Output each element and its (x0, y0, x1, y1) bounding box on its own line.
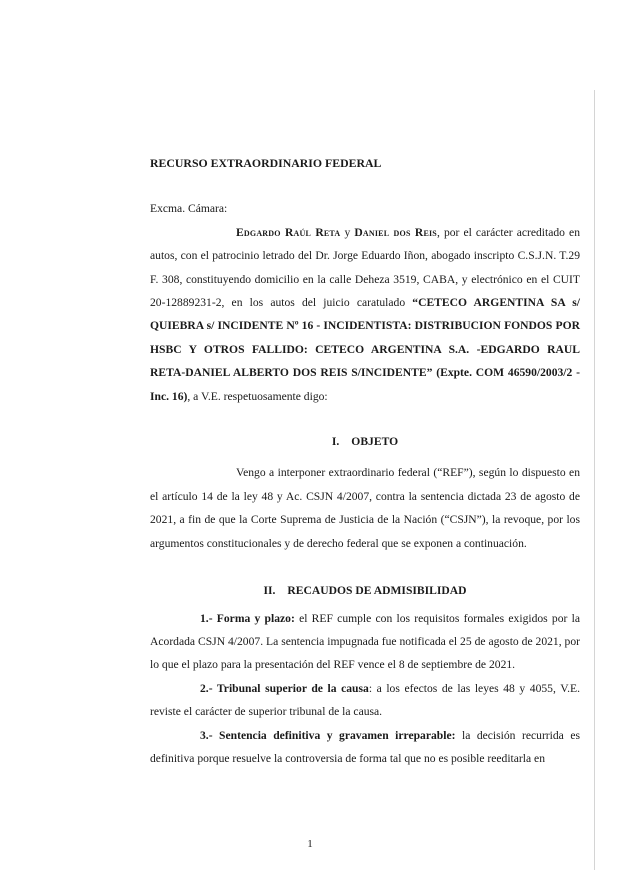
party-name-2: Daniel dos Reis (354, 225, 437, 239)
intro-paragraph (150, 221, 580, 408)
document-title: RECURSO EXTRAORDINARIO FEDERAL (150, 156, 382, 170)
item-label: 3.- Sentencia definitiva y gravamen irreparable: (200, 728, 456, 742)
intro-text-2: , a V.E. respetuosamente digo: (187, 389, 328, 403)
section-title: RECAUDOS DE ADMISIBILIDAD (287, 584, 467, 598)
item-label: 2.- Tribunal superior de la causa (200, 681, 369, 695)
item-text: : a los efectos de las leyes 48 y 4055, V.E. reviste el carácter de superior tribunal de la causa. (150, 681, 580, 719)
page-number: 1 (307, 838, 313, 850)
objeto-paragraph: Vengo a interponer extraordinario federal (“REF”), según lo dispuesto en el artículo 14 de la ley 48 y Ac. CSJN 4/2007, contra la sentencia dictada 23 de agosto de 2021, a fin de que la Corte Suprema de Justicia de la Nación (“CSJN”), la revoque, por los argumentos constitucionales y de derecho federal que se exponen a continuación. (150, 466, 580, 550)
section-heading-recaudos (150, 579, 580, 602)
item-text: el REF cumple con los requisitos formales exigidos por la Acordada CSJN 4/2007. La sentencia impugnada fue notificada el 25 de agosto de 2021, por lo que el plazo para la presentación del REF vence el 8 de septiembre de 2021. (150, 611, 580, 672)
section-heading-objeto (150, 430, 580, 453)
item-tribunal-superior (150, 677, 580, 724)
item-text: la decisión recurrida es definitiva porque resuelve la controversia de forma tal que no es posible reeditarla en (150, 728, 580, 765)
case-caption: “CETECO ARGENTINA SA s/ QUIEBRA s/ INCIDENTE Nº 16 - INCIDENTISTA: DISTRIBUCION FONDOS POR HSBC Y OTROS FALLIDO: CETECO ARGENTINA S.A. -EDGARDO RAUL RETA-DANIEL ALBERTO DOS REIS S/INCIDENTE” (Expte. COM 46590/2003/2 -Inc. 16) (150, 296, 581, 403)
scan-edge-line (594, 90, 595, 870)
item-forma-plazo (150, 607, 580, 677)
intro-text-1: , por el carácter acreditado en autos, con el patrocinio letrado del Dr. Jorge Eduardo Iñon, abogado inscripto C.S.J.N. T.29 F. 308, constituyendo domicilio en la calle Deheza 3519, CABA, y electrónico en el CUIT 20-12889231-2, en los autos del juicio caratulado (150, 225, 581, 310)
item-sentencia-definitiva (150, 724, 580, 771)
party-name-1: Edgardo Raúl Reta (236, 225, 341, 239)
document-body (150, 152, 580, 770)
conjunction: y (340, 225, 355, 239)
greeting: Excma. Cámara: (150, 202, 228, 216)
section-title: OBJETO (351, 435, 399, 449)
item-label: 1.- Forma y plazo: (200, 611, 295, 625)
section-number: II. (263, 584, 276, 598)
section-number: I. (331, 435, 340, 449)
